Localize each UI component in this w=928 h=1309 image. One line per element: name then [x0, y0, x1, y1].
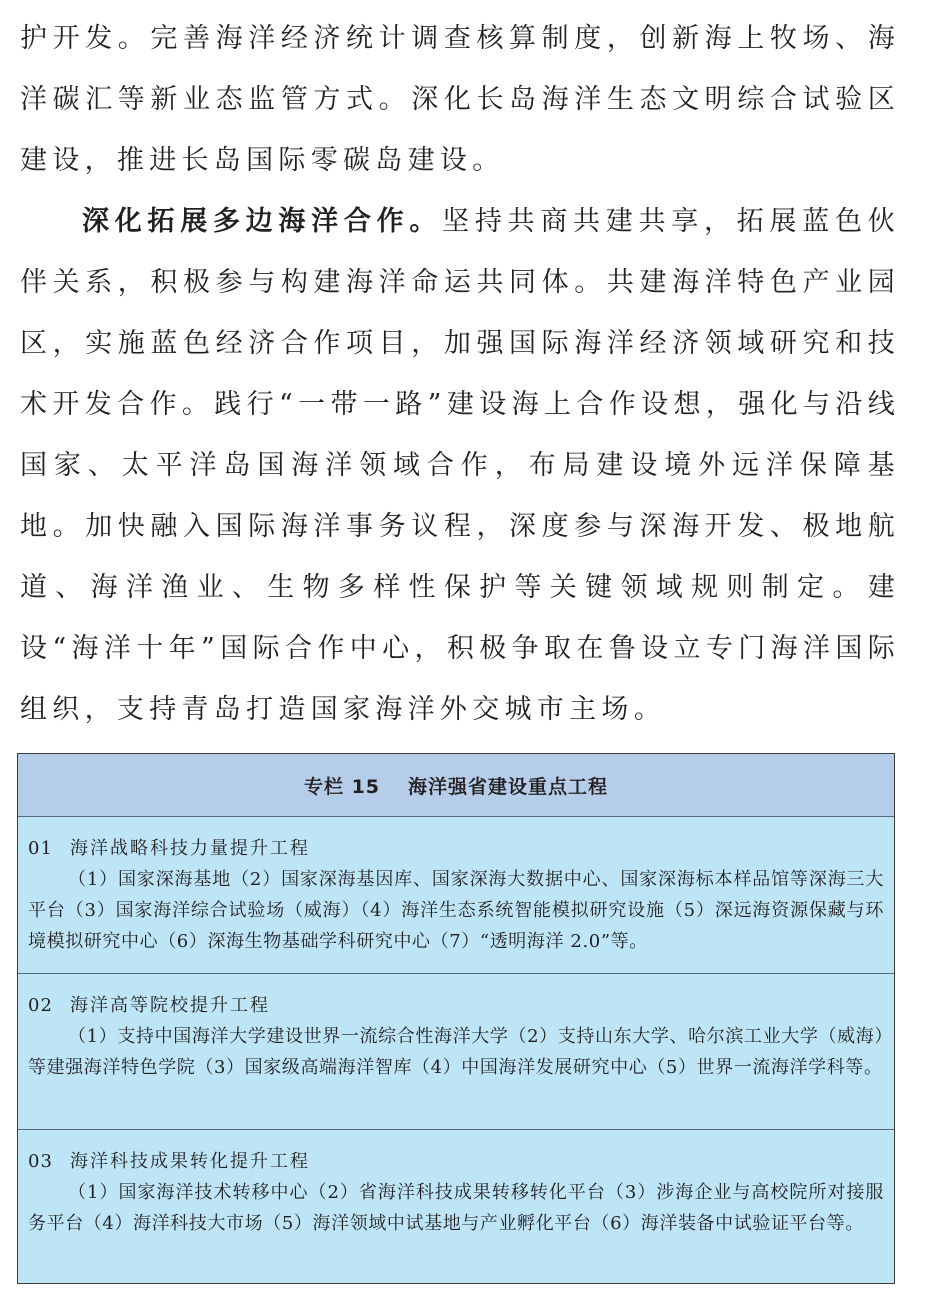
- section-body: （1）国家海洋技术转移中心（2）省海洋科技成果转移转化平台（3）涉海企业与高校院所对接服务平台（4）海洋科技大市场（5）海洋领域中试基地与产业孵化平台（6）海洋装备中试验证平台等。: [28, 1182, 884, 1234]
- section-heading: [28, 990, 884, 1021]
- section-body: （1）支持中国海洋大学建设世界一流综合性海洋大学（2）支持山东大学、哈尔滨工业大学（威海）等建强海洋特色学院（3）国家级高端海洋智库（4）中国海洋发展研究中心（5）世界一流海洋学科等。: [28, 1026, 884, 1078]
- paragraph-1: 护开发。完善海洋经济统计调查核算制度，创新海上牧场、海洋碳汇等新业态监管方式。深化长岛海洋生态文明综合试验区建设，推进长岛国际零碳岛建设。: [20, 23, 900, 176]
- section-body: （1）国家深海基地（2）国家深海基因库、国家深海大数据中心、国家深海标本样品馆等深海三大平台（3）国家海洋综合试验场（威海）（4）海洋生态系统智能模拟研究设施（5）深远海资源保藏与环境模拟研究中心（6）深海生物基础学科研究中心（7）“透明海洋 2.0”等。: [28, 869, 884, 952]
- section-number: 02: [28, 995, 53, 1016]
- section-heading: [28, 1146, 884, 1177]
- paragraph-2: [20, 191, 900, 740]
- section-title: 海洋科技成果转化提升工程: [70, 1151, 310, 1172]
- section-title: 海洋高等院校提升工程: [70, 995, 270, 1016]
- panel-title: 海洋强省建设重点工程: [408, 775, 609, 798]
- panel-section-01: [18, 817, 894, 973]
- panel-section-03: [18, 1129, 894, 1283]
- section-title: 海洋战略科技力量提升工程: [70, 838, 310, 859]
- section-number: 03: [28, 1151, 53, 1172]
- section-number: 01: [28, 838, 53, 859]
- body-text: [20, 8, 900, 740]
- paragraph-2-text: 坚持共商共建共享，拓展蓝色伙伴关系，积极参与构建海洋命运共同体。共建海洋特色产业园区，实施蓝色经济合作项目，加强国际海洋经济领域研究和技术开发合作。践行“一带一路”建设海上合作设想，强化与沿线国家、太平洋岛国海洋领域合作，布局建设境外远洋保障基地。加快融入国际海洋事务议程，深度参与深海开发、极地航道、海洋渔业、生物多样性保护等关键领域规则制定。建设“海洋十年”国际合作中心，积极争取在鲁设立专门海洋国际组织，支持青岛打造国家海洋外交城市主场。: [20, 206, 900, 725]
- special-column-panel: [17, 753, 895, 1284]
- paragraph-2-lead: 深化拓展多边海洋合作。: [82, 206, 443, 237]
- panel-column-label: 专栏 15: [303, 775, 381, 798]
- panel-section-02: [18, 973, 894, 1129]
- panel-header: [18, 754, 894, 817]
- section-heading: [28, 833, 884, 864]
